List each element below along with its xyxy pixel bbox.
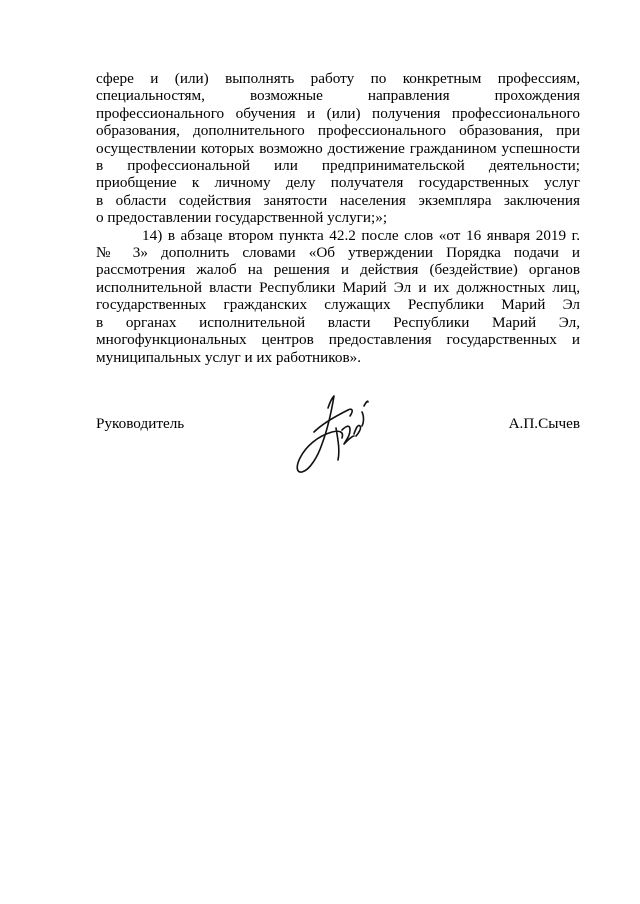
text-line: муниципальных услуг и их работников». xyxy=(96,348,362,366)
text-line: в органах исполнительной власти Республики Марий Эл, xyxy=(96,313,580,331)
text-line: в области содействия занятости населения экземпляра заключения xyxy=(96,191,580,209)
text-line: рассмотрения жалоб на решения и действия (бездействие) органов xyxy=(96,261,580,279)
handwritten-signature xyxy=(292,388,378,480)
text-line: сфере и (или) выполнять работу по конкретным профессиям, xyxy=(96,70,580,87)
document-body xyxy=(96,70,580,366)
signatory-name: А.П.Сычев xyxy=(508,415,580,432)
text-line: приобщение к личному делу получателя государственных услуг xyxy=(96,174,580,192)
text-line: профессионального обучения и (или) получения профессионального xyxy=(96,104,580,122)
text-line: специальностям, возможные направления прохождения xyxy=(96,87,580,105)
text-line: осуществлении которых возможно достижение гражданином успешности xyxy=(96,139,580,157)
text-line: в профессиональной или предпринимательской деятельности; xyxy=(96,157,580,175)
text-line: исполнительной власти Республики Марий Эл и их должностных лиц, xyxy=(96,278,580,296)
text-line: о предоставлении государственной услуги;»; xyxy=(96,209,388,227)
text-line: образования, дополнительного профессионального образования, при xyxy=(96,122,580,140)
text-line: № 3» дополнить словами «Об утверждении Порядка подачи и xyxy=(96,244,580,262)
signatory-title: Руководитель xyxy=(96,415,185,432)
text-line: многофункциональных центров предоставления государственных и xyxy=(96,331,580,349)
text-line: 14) в абзаце втором пункта 42.2 после слов «от 16 января 2019 г. xyxy=(142,226,580,244)
text-line: государственных гражданских служащих Республики Марий Эл xyxy=(96,296,580,314)
